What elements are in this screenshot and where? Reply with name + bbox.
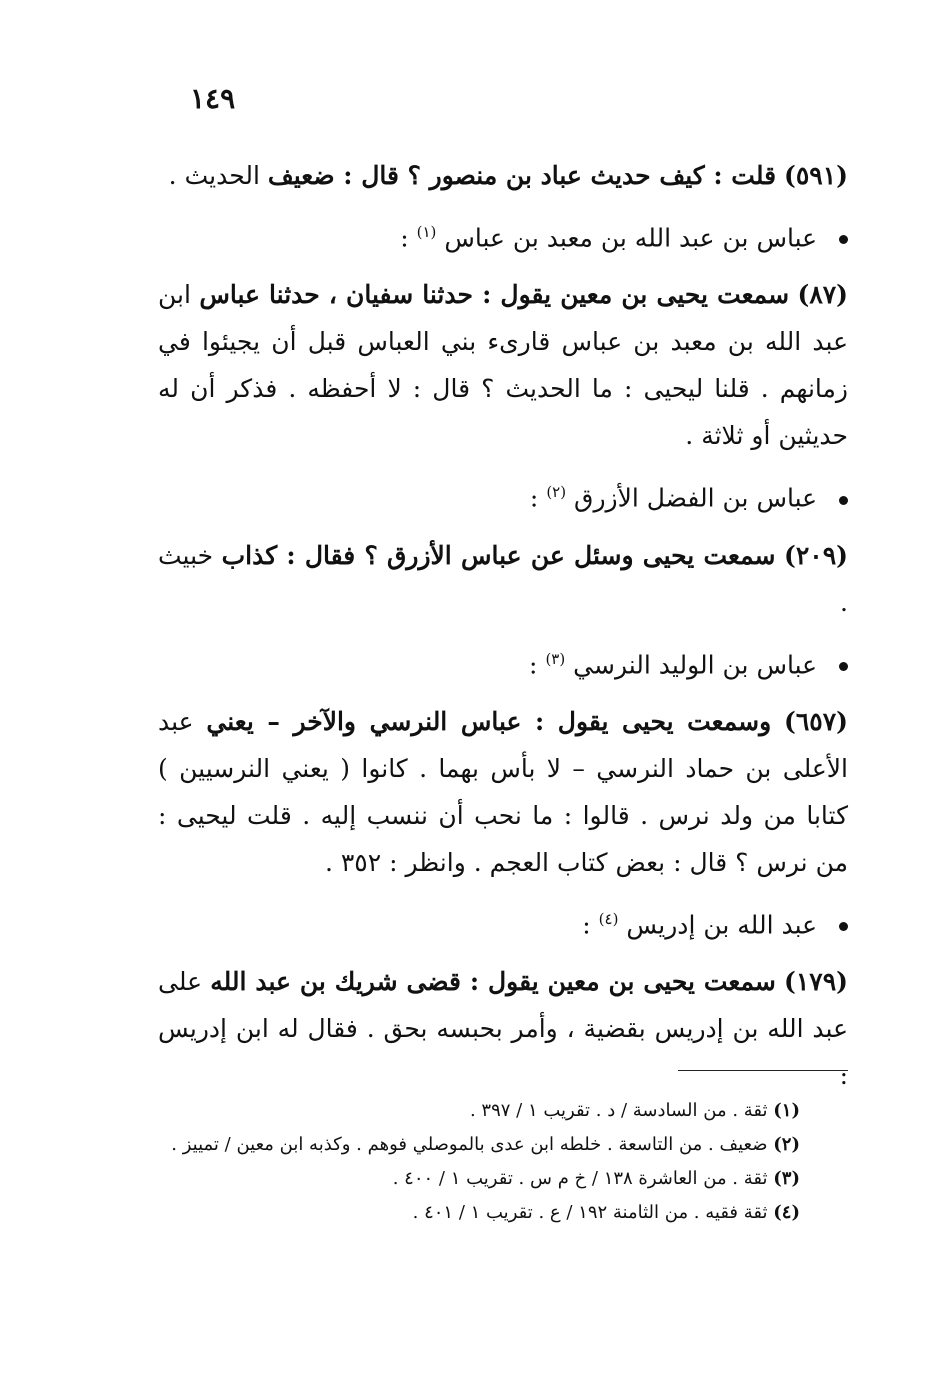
narrator-name: عباس بن الوليد النرسي	[573, 649, 818, 679]
entry-text: خبيث .	[158, 540, 848, 617]
bullet-icon	[839, 496, 848, 505]
footnote	[150, 1162, 800, 1196]
entry-87	[158, 271, 848, 459]
narrator-name: عبد الله بن إدريس	[626, 910, 818, 940]
heading-colon: :	[582, 910, 591, 940]
footnote-number: (٤)	[773, 1202, 800, 1223]
heading-colon: :	[529, 649, 538, 679]
bullet-icon	[839, 662, 848, 671]
entry-number: (١٧٩)	[784, 967, 848, 997]
entry-text: الحديث .	[168, 161, 260, 190]
entry-number: (٨٧)	[797, 280, 849, 310]
narrator-heading	[158, 469, 848, 521]
bullet-icon	[839, 235, 848, 244]
footnote-ref: (٤)	[598, 909, 619, 928]
entry-lead: سمعت يحيى بن معين يقول : حدثنا سفيان ، حدثنا عباس	[199, 280, 790, 310]
footnote-text: ثقة . من العاشرة ١٣٨ / خ م س . تقريب ١ / ٤٠٠ .	[392, 1168, 768, 1189]
footnote	[150, 1094, 800, 1128]
entry-lead: سمعت يحيى بن معين يقول : قضى شريك بن عبد الله	[210, 967, 776, 997]
footnote	[150, 1128, 800, 1162]
page-number: ١٤٩	[190, 82, 236, 115]
entry-lead: قلت : كيف حديث عباد بن منصور ؟ قال : ضعيف	[267, 161, 777, 190]
footnote-text: ثقة . من السادسة / د . تقريب ١ / ٣٩٧ .	[469, 1100, 768, 1121]
main-text	[158, 152, 848, 1109]
footnote-divider	[678, 1070, 848, 1071]
entry-number: (٢٠٩)	[784, 540, 848, 570]
entry-text: عبد الأعلى بن حماد النرسي – لا بأس بهما . كانوا ( يعني النرسيين ) كتابا من ولد نرس . قالوا : ما نحب أن ننسب إليه . قلت ليحيى : من نرس ؟ قال : بعض كتاب العجم . وانظر : ٣٥٢ .	[158, 706, 848, 877]
entry-text: على عبد الله بن إدريس بقضية ، وأمر بحبسه بحق . فقال له ابن إدريس :	[158, 967, 848, 1091]
entry-number: (٦٥٧)	[784, 706, 849, 736]
narrator-heading	[158, 896, 848, 948]
heading-colon: :	[529, 483, 539, 513]
entry-179	[158, 958, 848, 1099]
heading-colon: :	[400, 223, 409, 253]
footnote-text: ضعيف . من التاسعة . خلطه ابن عدى بالموصلي فوهم . وكذبه ابن معين / تمييز .	[171, 1134, 768, 1155]
footnote-text: ثقة فقيه . من الثامنة ١٩٢ / ع . تقريب ١ / ٤٠١ .	[412, 1202, 768, 1223]
footnotes	[150, 1094, 800, 1230]
footnote-number: (٣)	[773, 1168, 800, 1189]
footnote-ref: (٣)	[545, 649, 566, 668]
entry-657	[158, 698, 848, 886]
entry-lead: وسمعت يحيى يقول : عباس النرسي والآخر – يعني	[206, 706, 772, 736]
entry-591	[158, 152, 848, 199]
narrator-heading	[158, 636, 848, 688]
narrator-name: عباس بن عبد الله بن معبد بن عباس	[444, 223, 818, 253]
entry-lead: سمعت يحيى وسئل عن عباس الأزرق ؟ فقال : كذاب	[221, 540, 776, 570]
bullet-icon	[839, 922, 848, 931]
footnote-number: (١)	[773, 1100, 800, 1121]
narrator-heading	[158, 209, 848, 261]
entry-number: (٥٩١)	[784, 161, 848, 190]
footnote	[150, 1196, 800, 1230]
footnote-ref: (٢)	[546, 483, 567, 502]
footnote-ref: (١)	[416, 223, 437, 241]
entry-text: ابن عبد الله بن معبد بن عباس قارىء بني العباس قبل أن يجيئوا في زمانهم . قلنا ليحيى : ما الحديث ؟ قال : لا أحفظه . فذكر أن له حديثين أو ثلاثة .	[158, 280, 848, 451]
entry-209	[158, 532, 848, 626]
footnote-number: (٢)	[773, 1134, 800, 1155]
narrator-name: عباس بن الفضل الأزرق	[574, 483, 818, 513]
